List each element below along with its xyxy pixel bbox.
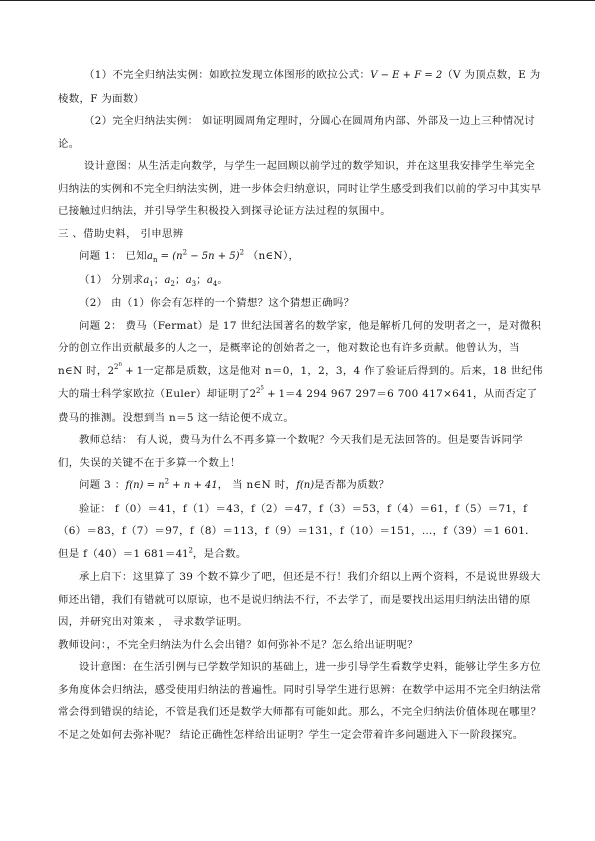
polynomial-formula: $f(n) = n^2 + n + 41$ xyxy=(125,477,218,491)
paragraph-design-intent-2: 设计意图：在生活引例与已学数学知识的基础上，进一步引导学生看数学史料，能够让学生多方位多角度体会归纳法，感受使用归纳法的普遍性。同时引导学生进行思辨：在数学中运用不完全归纳法常常会得到错误的结论，不管是我们还是数学大师都有可能如此。那么，不完全归纳法价值体现在哪里？不足之处如何去弥补呢？ 结论正确性怎样给出证明？学生一定会带着许多问题进入下一阶段探究。 xyxy=(58,661,542,741)
euler-formula: V − E + F = 2 xyxy=(370,70,443,81)
question-2-fermat: 问题 2： 费马（Fermat）是 17 世纪法国著名的数学家，他是解析几何的发明者之一，是对微积分的创立作出贡献最多的人之一，是概率论的创始者之一，他对数论也有许多贡献。他曾认为，当 n∈N 时，$2^{2^n} + 1$一定都是质数，这是他对 n＝0，1，2，3，4 作了验证后得到的。后来，18 世纪伟大的瑞士科学家欧拉（Euler）却证明了$2^{2^5} + 1=4$ 294 967 297＝6 700 417×641，从而否定了费马的推测。没想到当 n＝5 这一结论便不成立。 xyxy=(58,319,543,424)
verification: 验证： f（0）＝41，f（1）＝43，f（2）＝47，f（3）＝53，f（4）＝61，f（5）＝71，f（6）＝83，f（7）＝97，f（8）＝113，f（9）＝131，f（10）＝151，…，f（39）＝1 601．但是 f（40）＝1 $681=41^2$，是合数。 xyxy=(58,502,536,560)
paragraph-incomplete-induction-example: （1）不完全归纳法实例：如欧拉发现立体图形的欧拉公式：V − E + F = 2（V 为顶点数，E 为棱数，F 为面数） xyxy=(58,69,541,105)
sequence-formula: $a_n = (n^2 - 5n + 5)^2$ xyxy=(146,248,245,264)
forty-one-squared: $41^2$ xyxy=(175,546,193,560)
paragraph-complete-induction-example: （2）完全归纳法实例： 如证明圆周角定理时，分圆心在圆周角内部、外部及一边上三种情况讨论。 xyxy=(58,115,535,150)
question-1: 问题 1： 已知$a_n = (n^2 - 5n + 5)^2$ （n∈N）， xyxy=(79,248,300,264)
document-body xyxy=(58,64,543,746)
fermat-formula: $2^{2^n} + 1$ xyxy=(107,361,144,377)
section-heading-3: 三 、借助史料， 引申思辨 xyxy=(58,227,184,240)
term-a2: $a_2$ xyxy=(164,274,175,288)
f-of-n: f(n) xyxy=(296,480,315,491)
fermat-formula-n5: $2^{2^5} + 1$ xyxy=(249,385,286,400)
term-a4: $a_4$ xyxy=(206,274,218,288)
term-a1: $a_1$ xyxy=(143,274,154,288)
question-1-part-2: （2） 由（1）你会有怎样的一个猜想？这个猜想正确吗？ xyxy=(79,297,355,309)
question-1-part-1: （1） 分别求$a_1$；$a_2$；$a_3$；$a_4$。 xyxy=(79,273,229,288)
paragraph-transition: 承上启下：这里算了 39 个数不算少了吧，但还是不行！我们介绍以上两个资料，不是说世界级大师还出错，我们有错就可以原谅，也不是说归纳法不行，不去学了，而是要找出运用归纳法出错的原因，并研究出对策来 ， 寻求数学证明。 xyxy=(58,571,541,628)
header-rule xyxy=(0,0,595,1)
term-a3: $a_3$ xyxy=(185,274,197,288)
teacher-question: 教师设问：，不完全归纳法为什么会出错？如何弥补不足？怎么给出证明呢？ xyxy=(58,638,418,651)
question-3: 问题 3 ：$f(n) = n^2 + n + 41$， 当 n∈N 时，f(n)是否都为质数？ xyxy=(79,477,390,491)
paragraph-design-intent-1: 设计意图：从生活走向数学，与学生一起回顾以前学过的数学知识，并在这里我安排学生举完全归纳法的实例和不完全归纳法实例，进一步体会归纳意识，同时让学生感受到我们以前的学习中其实早已接触过归纳法，并引导学生积极投入到探寻论证方法过程的氛围中。 xyxy=(58,160,542,217)
teacher-summary: 教师总结： 有人说，费马为什么不再多算一个数呢？今天我们是无法回答的。但是要告诉同学们，失误的关键不在于多算一个数上！ xyxy=(58,434,524,469)
